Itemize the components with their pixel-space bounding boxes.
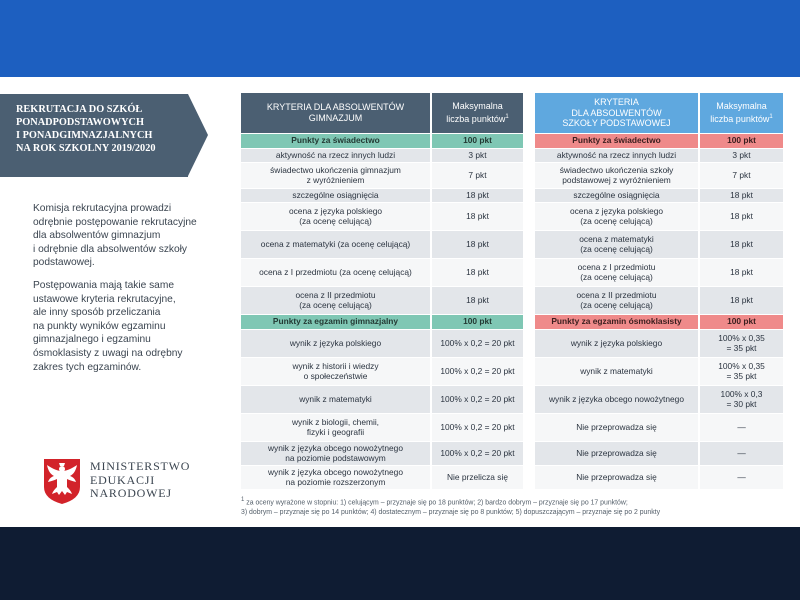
table-row [241,162,523,188]
cell-line: wynik z matematyki [580,365,653,376]
points-cell: 3 pkt [699,148,783,162]
intro-line: ustawowe kryteria rekrutacyjne, [33,293,176,305]
header-line: Maksymalna [452,101,503,112]
points-header [431,93,523,133]
intro-line: Komisja rekrutacyjna prowadzi [33,203,172,214]
section-points: 100 pkt [431,133,523,148]
points-cell: 18 pkt [699,286,783,314]
criterion-cell [241,162,431,188]
cell-line: ocena z matematyki (za ocenę celującą) [260,238,411,249]
cell-line: = 35 pkt [726,343,757,353]
header-line: Maksymalna [716,101,767,112]
points-cell: 100% x 0,2 = 20 pkt [431,357,523,385]
criterion-cell [241,465,431,489]
section-row [241,314,523,329]
table-row [535,148,783,162]
points-cell: 100% x 0,2 = 20 pkt [431,329,523,357]
criterion-cell [535,357,699,385]
cell-line: szczególne osiągnięcia [292,189,379,200]
criteria-header [241,93,431,133]
logo-line: MINISTERSTWO [90,459,191,473]
points-cell: 18 pkt [699,230,783,258]
ministry-logo [42,457,202,507]
cell-line: podstawowej z wyróżnieniem [562,175,671,185]
table-row [241,188,523,202]
top-blue-bar [0,0,800,77]
criterion-cell [241,286,431,314]
cell-line: ocena z II przedmiotu [295,289,376,300]
title-line: NA ROK SZKOLNY 2019/2020 [16,143,156,154]
title-line: PONADPODSTAWOWYCH [16,117,144,128]
intro-line: podstawowej. [33,257,95,269]
table-row [535,385,783,413]
cell-line: (za ocenę celującą) [299,216,372,226]
cell-line: 100% x 0,35 [718,332,765,343]
cell-line: wynik z języka obcego nowożytnego [267,442,403,453]
criterion-cell [535,413,699,441]
footnote [241,495,761,518]
criterion-cell [241,357,431,385]
section-row [535,133,783,148]
title-line: REKRUTACJA DO SZKÓŁ [16,104,143,115]
points-cell: 18 pkt [431,188,523,202]
cell-line: Nie przeprowadza się [576,421,657,432]
criterion-cell [241,329,431,357]
points-cell [699,357,783,385]
table-row [241,357,523,385]
table-row [535,441,783,465]
criterion-cell [241,258,431,286]
cell-line: wynik z biologii, chemii, [291,416,380,427]
table-row [535,202,783,230]
intro-line: zakres tych egzaminów. [33,361,142,373]
cell-line: = 30 pkt [726,399,757,409]
criteria-table-gimnazjum [241,93,523,490]
cell-line: aktywność na rzecz innych ludzi [275,149,396,160]
header-line: GIMNAZJUM [308,112,363,123]
points-cell: 100% x 0,2 = 20 pkt [431,441,523,465]
table-row [241,286,523,314]
criterion-cell [241,385,431,413]
table-row [535,286,783,314]
cell-line: wynik z języka polskiego [570,337,663,348]
table-row [241,148,523,162]
section-label: Punkty za egzamin gimnazjalny [241,314,431,329]
criterion-cell [241,413,431,441]
cell-line: ocena z I przedmiotu [577,261,656,272]
points-cell [699,441,783,465]
cell-line: — [737,447,746,458]
cell-line: wynik z języka obcego nowożytnego [548,393,684,404]
table-row [241,329,523,357]
intro-line: odrębnie postępowanie rekrutacyjne [33,216,197,228]
intro-text [33,202,211,383]
intro-line: ale inny sposób przeliczania [33,307,161,319]
table-row [241,202,523,230]
criterion-cell [535,258,699,286]
criterion-cell [535,385,699,413]
points-cell: 18 pkt [699,258,783,286]
logo-line: NARODOWEJ [90,486,172,501]
points-cell [699,385,783,413]
slide [0,77,800,527]
points-cell: 18 pkt [431,258,523,286]
intro-paragraph-2 [33,279,211,374]
points-cell [699,329,783,357]
criterion-cell [535,329,699,357]
cell-line: z wyróżnieniem [306,175,365,185]
intro-line: dla absolwentów gimnazjum [33,230,161,242]
header-line: liczba punktów [710,113,770,124]
table-row [241,258,523,286]
ministry-name [90,460,190,501]
footnote-mark: 1 [241,497,245,503]
intro-line: Postępowania mają takie same [33,279,175,291]
points-cell: 18 pkt [699,202,783,230]
table-row [535,329,783,357]
cell-line: na poziomie rozszerzonym [285,477,386,487]
header-line: KRYTERIA DLA ABSOLWENTÓW [266,102,405,113]
cell-line: (za ocenę celującą) [299,300,372,310]
bottom-dark-bar [0,527,800,600]
header-line: liczba punktów [446,113,506,124]
cell-line: świadectwo ukończenia gimnazjum [270,164,401,175]
cell-line: 100% x 0,3 [720,388,763,399]
criterion-cell [241,188,431,202]
table-row [241,385,523,413]
cell-line: = 35 pkt [726,371,757,381]
intro-line: i odrębnie dla absolwentów szkoły [33,243,188,255]
cell-line: ocena z II przedmiotu [576,289,657,300]
criterion-cell [535,188,699,202]
title-banner [0,94,188,177]
table-row [535,465,783,489]
section-row [535,314,783,329]
cell-line: o społeczeństwie [303,371,368,381]
criterion-cell [535,286,699,314]
cell-line: — [737,471,746,482]
points-cell: 100% x 0,2 = 20 pkt [431,413,523,441]
points-cell [699,465,783,489]
criteria-table-szkola-podstawowa [535,93,783,490]
section-label: Punkty za świadectwo [535,133,699,148]
section-points: 100 pkt [699,314,783,329]
cell-line: Nie przeprowadza się [576,471,657,482]
footnote-mark: 1 [505,113,509,120]
table-row [535,188,783,202]
cell-line: ocena z matematyki [579,233,654,244]
table-row [535,230,783,258]
points-cell [699,413,783,441]
table-header-row [535,93,783,133]
section-row [241,133,523,148]
criterion-cell [241,441,431,465]
section-points: 100 pkt [431,314,523,329]
points-cell: 100% x 0,2 = 20 pkt [431,385,523,413]
cell-line: aktywność na rzecz innych ludzi [556,149,677,160]
intro-line: ósmoklasisty z uwagi na odrębny [33,347,183,359]
cell-line: fizyki i geografii [306,427,365,437]
criterion-cell [535,230,699,258]
cell-line: świadectwo ukończenia szkoły [559,164,674,175]
criterion-cell [241,230,431,258]
criteria-header [535,93,699,133]
points-header [699,93,783,133]
cell-line: (za ocenę celującą) [580,244,653,254]
cell-line: wynik z historii i wiedzy [292,360,379,371]
table-row [535,258,783,286]
section-points: 100 pkt [699,133,783,148]
intro-line: gimnazjalnego i egzaminu [33,334,151,346]
cell-line: wynik z języka obcego nowożytnego [267,466,403,477]
header-line: KRYTERIA [594,97,639,107]
points-cell: 3 pkt [431,148,523,162]
section-label: Punkty za świadectwo [241,133,431,148]
footnote-line: 3) dobrym – przyznaje się po 14 punktów; 4) dostatecznym – przyznaje się po 8 punktów; 5) dopuszczającym – przyznaje się po 2 punkty [241,509,661,517]
header-line: SZKOŁY PODSTAWOWEJ [562,118,671,128]
cell-line: ocena z I przedmiotu (za ocenę celującą) [259,266,412,277]
criterion-cell [241,202,431,230]
criterion-cell [535,148,699,162]
table-row [535,357,783,385]
criterion-cell [241,148,431,162]
intro-line: na punkty wyników egzaminu [33,320,166,332]
table-header-row [241,93,523,133]
header-line: DLA ABSOLWENTÓW [571,107,662,118]
cell-line: na poziomie podstawowym [285,453,386,463]
title-line: I PONADGIMNAZJALNYCH [16,130,153,141]
points-cell: 7 pkt [431,162,523,188]
footnote-mark: 1 [769,113,773,120]
cell-line: (za ocenę celującą) [580,300,653,310]
criterion-cell [535,441,699,465]
cell-line: — [737,421,746,432]
points-cell: Nie przelicza się [431,465,523,489]
cell-line: wynik z języka polskiego [289,337,382,348]
cell-line: wynik z matematyki [299,393,372,404]
points-cell: 7 pkt [699,162,783,188]
points-cell: 18 pkt [431,286,523,314]
section-label: Punkty za egzamin ósmoklasisty [535,314,699,329]
cell-line: (za ocenę celującą) [580,216,653,226]
points-cell: 18 pkt [431,202,523,230]
table-row [241,465,523,489]
table-row [241,441,523,465]
table-row [241,413,523,441]
cell-line: Nie przeprowadza się [576,447,657,458]
intro-paragraph-1 [33,202,211,270]
points-cell: 18 pkt [431,230,523,258]
eagle-emblem-icon [42,457,82,505]
cell-line: (za ocenę celującą) [580,272,653,282]
cell-line: ocena z języka polskiego [569,205,664,216]
points-cell: 18 pkt [699,188,783,202]
cell-line: ocena z języka polskiego [288,205,383,216]
table-row [535,413,783,441]
cell-line: szczególne osiągnięcia [573,189,660,200]
criterion-cell [535,202,699,230]
criterion-cell [535,162,699,188]
cell-line: 100% x 0,35 [718,360,765,371]
table-row [535,162,783,188]
footnote-line: za oceny wyrażone w stopniu: 1) celującym – przyznaje się po 18 punktów; 2) bardzo dobrym – przyznaje się po 17 punktów; [246,499,628,507]
criterion-cell [535,465,699,489]
page-title [16,103,186,155]
table-row [241,230,523,258]
logo-line: EDUKACJI [90,472,156,487]
